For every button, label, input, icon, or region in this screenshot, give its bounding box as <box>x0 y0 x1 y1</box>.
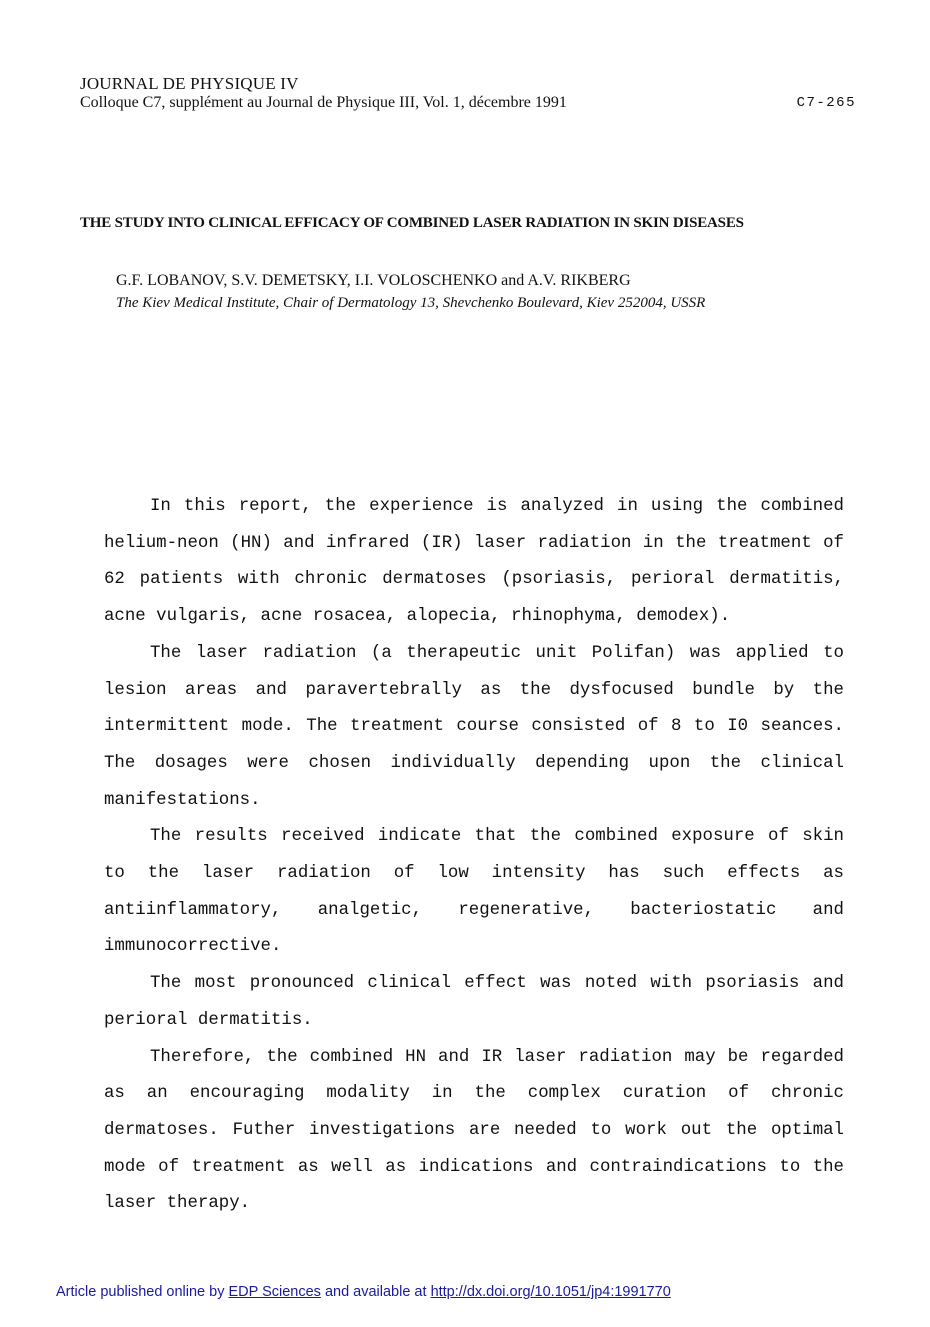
publisher-link[interactable]: EDP Sciences <box>228 1284 321 1300</box>
page-number: C7-265 <box>796 95 856 111</box>
affiliation: The Kiev Medical Institute, Chair of Dermatology 13, Shevchenko Boulevard, Kiev 252004, USSR <box>116 295 706 311</box>
footer-prefix: Article published online by <box>56 1284 229 1300</box>
journal-name: JOURNAL DE PHYSIQUE IV <box>80 74 299 93</box>
paragraph-1: In this report, the experience is analyzed in using the combined helium-neon (HN) and infrared (IR) laser radiation in the treatment of 62 patients with chronic dermatoses (psoriasis, perioral dermatitis, acne vulgaris, acne rosacea, alopecia, rhinophyma, demodex). <box>104 497 844 627</box>
paper-title: THE STUDY INTO CLINICAL EFFICACY OF COMBINED LASER RADIATION IN SKIN DISEASES <box>80 215 744 231</box>
paragraph-3: The results received indicate that the combined exposure of skin to the laser radiation of low intensity has such effects as antiinflammatory, analgetic, regenerative, bacteriostatic and immunocorrective. <box>104 827 844 957</box>
footer-middle: and available at <box>320 1284 431 1300</box>
paragraph-5: Therefore, the combined HN and IR laser radiation may be regarded as an encouraging modality in the complex curation of chronic dermatoses. Futher investigations are needed to work out the optimal mode of treatment as well as indications and contraindications to the laser therapy. <box>104 1047 844 1214</box>
journal-issue: Colloque C7, supplément au Journal de Physique III, Vol. 1, décembre 1991 <box>80 94 567 111</box>
doi-link[interactable]: http://dx.doi.org/10.1051/jp4:1991770 <box>430 1284 671 1300</box>
body-text <box>104 489 844 1223</box>
publication-footer <box>56 1284 671 1300</box>
paragraph-2: The laser radiation (a therapeutic unit Polifan) was applied to lesion areas and paravertebrally as the dysfocused bundle by the intermittent mode. The treatment course consisted of 8 to I0 seances. The dosages were chosen individually depending upon the clinical manifestations. <box>104 643 844 810</box>
authors: G.F. LOBANOV, S.V. DEMETSKY, I.I. VOLOSCHENKO and A.V. RIKBERG <box>116 272 631 289</box>
paragraph-4: The most pronounced clinical effect was noted with psoriasis and perioral dermatitis. <box>104 974 844 1030</box>
